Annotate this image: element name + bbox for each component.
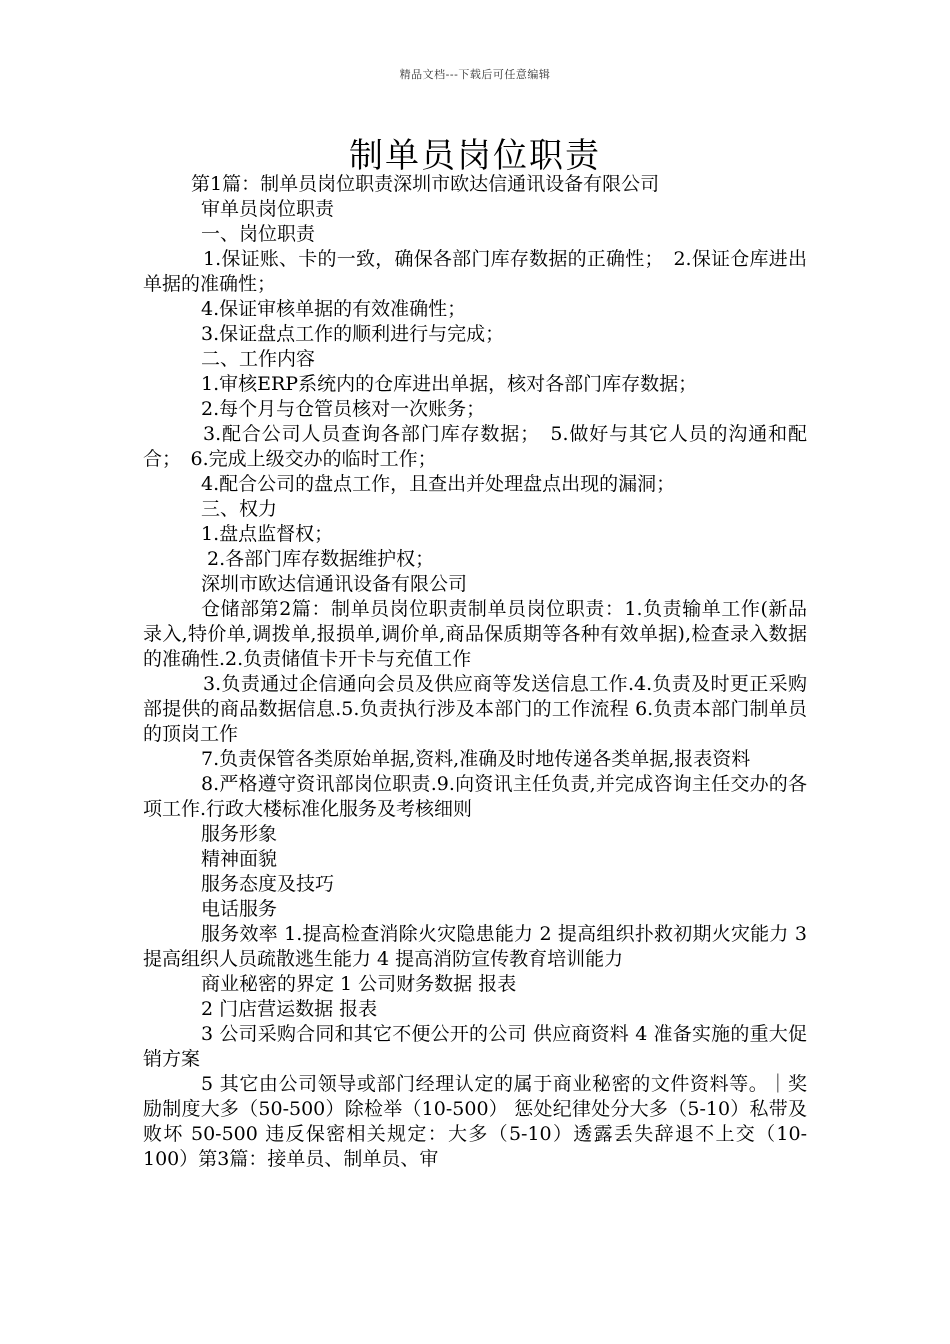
paragraph: 一、岗位职责 (201, 223, 316, 245)
paragraph: 三、权力 (201, 498, 278, 520)
document-title: 制单员岗位职责 (349, 136, 601, 176)
paragraph: 4.配合公司的盘点工作，且查出并处理盘点出现的漏洞； (201, 473, 676, 495)
paragraph: 8.严格遵守资讯部岗位职责.9.向资讯主任负责,并完成咨询主任交办的各项工作.行政大楼标准化服务及考核细则 (143, 773, 807, 820)
paragraph: 3.配合公司人员查询各部门库存数据； 5.做好与其它人员的沟通和配合； 6.完成上级交办的临时工作； (143, 423, 807, 470)
paragraph: 商业秘密的界定 1 公司财务数据 报表 (201, 973, 517, 995)
paragraph: 第1篇：制单员岗位职责深圳市欧达信通讯设备有限公司 (191, 173, 660, 195)
paragraph: 2 门店营运数据 报表 (201, 998, 378, 1020)
paragraph: 5 其它由公司领导或部门经理认定的属于商业秘密的文件资料等。｜奖励制度大多（50-500）除检举（10-500） 惩处纪律处分大多（5-10）私带及败坏 50-500 违反保密相关规定：大多（5-10）透露丢失辞退不上交（10-100）第3篇：接单员、制单员、审 (143, 1073, 807, 1170)
paragraph: 2.每个月与仓管员核对一次账务； (201, 398, 486, 420)
paragraph: 1.保证账、卡的一致，确保各部门库存数据的正确性； 2.保证仓库进出单据的准确性； (143, 248, 807, 295)
paragraph: 二、工作内容 (201, 348, 316, 370)
paragraph: 深圳市欧达信通讯设备有限公司 (201, 573, 468, 595)
paragraph: 精神面貌 (201, 848, 278, 870)
paragraph: 3.保证盘点工作的顺利进行与完成； (201, 323, 505, 345)
paragraph: 2.各部门库存数据维护权； (207, 548, 435, 570)
paragraph: 3.负责通过企信通向会员及供应商等发送信息工作.4.负责及时更正采购部提供的商品数据信息.5.负责执行涉及本部门的工作流程 6.负责本部门制单员的顶岗工作 (143, 673, 807, 745)
document-body (143, 172, 807, 1172)
page-header: 精品文档---下载后可任意编辑 (399, 68, 551, 81)
paragraph: 4.保证审核单据的有效准确性； (201, 298, 467, 320)
paragraph: 7.负责保管各类原始单据,资料,准确及时地传递各类单据,报表资料 (201, 748, 751, 770)
paragraph: 电话服务 (201, 898, 278, 920)
paragraph: 3 公司采购合同和其它不便公开的公司 供应商资料 4 准备实施的重大促销方案 (143, 1023, 807, 1070)
paragraph: 服务效率 1.提高检查消除火灾隐患能力 2 提高组织扑救初期火灾能力 3 提高组织人员疏散逃生能力 4 提高消防宣传教育培训能力 (143, 923, 807, 970)
paragraph: 服务形象 (201, 823, 278, 845)
paragraph: 仓储部第2篇：制单员岗位职责制单员岗位职责：1.负责输单工作(新品录入,特价单,调拨单,报损单,调价单,商品保质期等各种有效单据),检查录入数据的准确性.2.负责储值卡开卡与充值工作 (143, 598, 807, 670)
paragraph: 服务态度及技巧 (201, 873, 335, 895)
paragraph: 审单员岗位职责 (201, 198, 335, 220)
paragraph: 1.盘点监督权； (201, 523, 334, 545)
paragraph: 1.审核ERP系统内的仓库进出单据，核对各部门库存数据； (201, 373, 698, 395)
